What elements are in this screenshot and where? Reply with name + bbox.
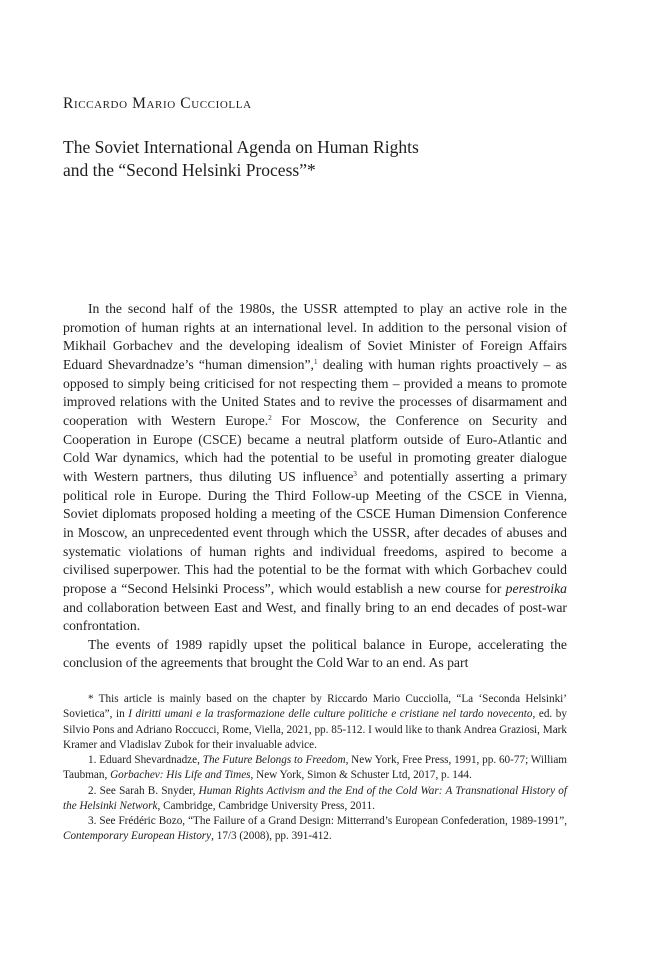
footnote-italic: The Future Belongs to Freedom <box>202 754 346 766</box>
title-line-1: The Soviet International Agenda on Human Rights <box>63 137 419 157</box>
footnote-ref-2: 2 <box>268 413 272 422</box>
footnote-text: 2. See Sarah B. Snyder, <box>88 784 199 797</box>
title-line-2: and the “Second Helsinki Process”* <box>63 160 316 180</box>
footnote-text: , ed. by Silvio Pons and Adriano Roccucci, Rome, Viella, 2021, pp. 85-112. I would like to thank Andrea Graziosi, Mark Kramer and Vladislav Zubok for their invaluable advice. <box>63 708 567 751</box>
body-paragraph-1 <box>63 300 567 636</box>
footnote-text: * This article is mainly based on the chapter by Riccardo Mario Cucciolla, “La ‘Seconda Helsinki’ Sovietica”, in <box>63 693 567 721</box>
body-text: In the second half of the 1980s, the USSR attempted to play an active role in the promotion of human rights at an international level. In addition to the personal vision of Mikhail Gorbachev and the developing idealism of Soviet Minister of Foreign Affairs Eduard Shevardnadze’s “human dimension”, <box>63 301 567 372</box>
italic-term: perestroika <box>505 580 567 596</box>
body-text: For Moscow, the Conference on Security and Cooperation in Europe (CSCE) became a neutral platform outside of Euro-Atlantic and Cold War dynamics, which had the potential to be useful in promoting greater dialogue with Western partners, thus diluting US influence <box>63 412 567 484</box>
body-text: dealing with human rights proactively – as opposed to simply being criticised for not respecting them – provided a means to promote improved relations with the United States and to revive the processes of disarmament and cooperation with Western Europe. <box>63 356 567 428</box>
body-text: and collaboration between East and West, and finally bring to an end decades of post-war confrontation. <box>63 599 567 634</box>
footnote-text: , New York, Simon & Schuster Ltd, 2017, p. 144. <box>250 769 472 782</box>
footnote-text: , Cambridge, Cambridge University Press, 2011. <box>157 799 375 812</box>
footnote-text: 1. Eduard Shevardnadze, <box>88 754 203 766</box>
footnote-text: , New York, Free Press, 1991, pp. 60-77; William Taubman, <box>63 754 568 782</box>
footnote-text: 3. See Frédéric Bozo, “The Failure of a Grand Design: Mitterrand’s European Confederation, 1989-1991”, <box>88 815 567 827</box>
body-paragraph-2: The events of 1989 rapidly upset the political balance in Europe, accelerating the conclusion of the agreements that brought the Cold War to an end. As part <box>63 636 567 671</box>
footnote-ref-1: 1 <box>313 357 318 366</box>
footnote-italic: Gorbachev: His Life and Times <box>110 769 251 782</box>
footnote-3 <box>63 814 567 845</box>
footnote-star <box>63 692 567 753</box>
footnote-2 <box>63 784 567 815</box>
footnote-ref-3: 3 <box>353 469 357 478</box>
footnote-italic: I diritti umani e la trasformazione delle culture politiche e cristiane nel tardo novecento <box>128 708 533 721</box>
footnote-text: , 17/3 (2008), pp. 391-412. <box>211 830 332 843</box>
footnote-italic: Contemporary European History <box>63 830 212 843</box>
footnotes <box>63 692 567 845</box>
article-title <box>63 136 533 182</box>
footnote-1 <box>63 753 567 784</box>
footnote-italic: Human Rights Activism and the End of the Cold War: A Transnational History of the Helsinki Network <box>63 784 567 812</box>
author-name: Riccardo Mario Cucciolla <box>63 95 252 112</box>
article-body <box>63 300 567 673</box>
body-text: and potentially asserting a primary political role in Europe. During the Third Follow-up Meeting of the CSCE in Vienna, Soviet diplomats proposed holding a meeting of the CSCE Human Dimension Conference in Moscow, an unprecedented event through which the USSR, after decades of abuses and systematic violations of human rights and individual freedoms, aspired to become a civilised superpower. This had the potential to be the format with which Gorbachev could propose a “Second Helsinki Process”, which would establish a new course for <box>63 468 567 596</box>
